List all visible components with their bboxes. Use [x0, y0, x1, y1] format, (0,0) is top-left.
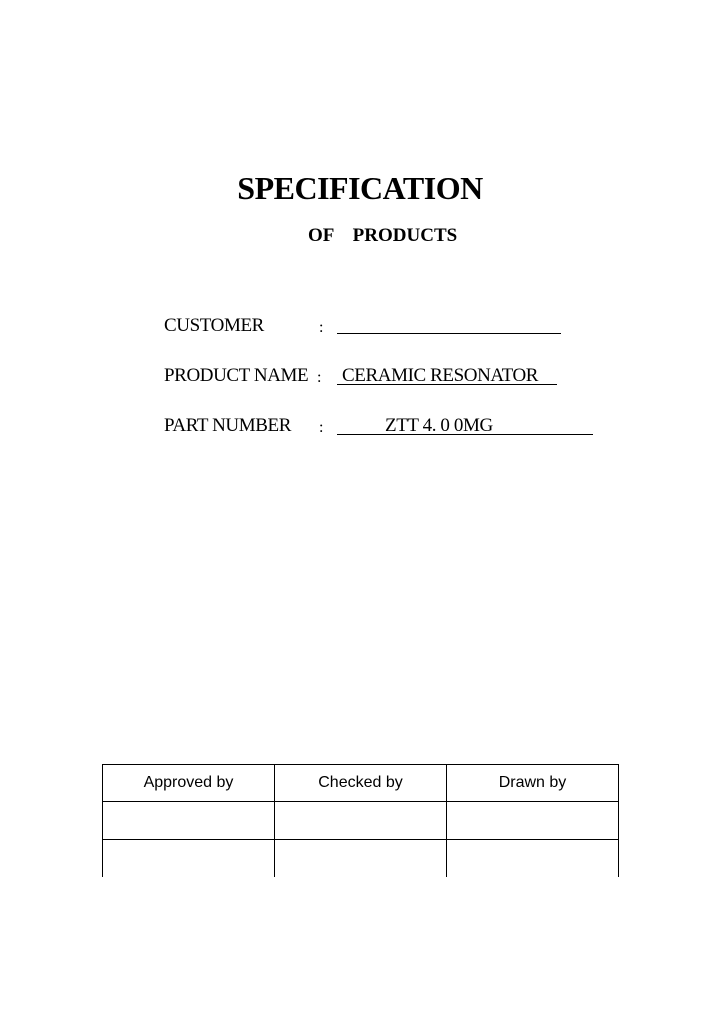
customer-label: CUSTOMER [164, 315, 264, 336]
checked-by-header: Checked by [275, 765, 447, 802]
part-number-label: PART NUMBER [164, 415, 291, 436]
part-number-value: ZTT 4. 0 0MG [385, 415, 493, 436]
document-subtitle: OF PRODUCTS [308, 225, 458, 246]
product-name-value: CERAMIC RESONATOR [342, 365, 539, 386]
customer-colon: : [319, 319, 324, 336]
date-row [103, 840, 619, 878]
signature-row [103, 802, 619, 840]
drawn-by-signature-cell[interactable] [447, 802, 619, 840]
checked-by-date-cell[interactable] [275, 840, 447, 878]
product-name-colon: : [317, 369, 322, 386]
approved-by-signature-cell[interactable] [103, 802, 275, 840]
drawn-by-date-cell[interactable] [447, 840, 619, 878]
approved-by-header: Approved by [103, 765, 275, 802]
approval-table [102, 764, 619, 877]
checked-by-signature-cell[interactable] [275, 802, 447, 840]
approval-header-row [103, 765, 619, 802]
product-name-label: PRODUCT NAME [164, 365, 309, 386]
part-number-colon: : [319, 419, 324, 436]
document-title: SPECIFICATION [237, 170, 483, 206]
approved-by-date-cell[interactable] [103, 840, 275, 878]
customer-underline [337, 333, 561, 334]
drawn-by-header: Drawn by [447, 765, 619, 802]
